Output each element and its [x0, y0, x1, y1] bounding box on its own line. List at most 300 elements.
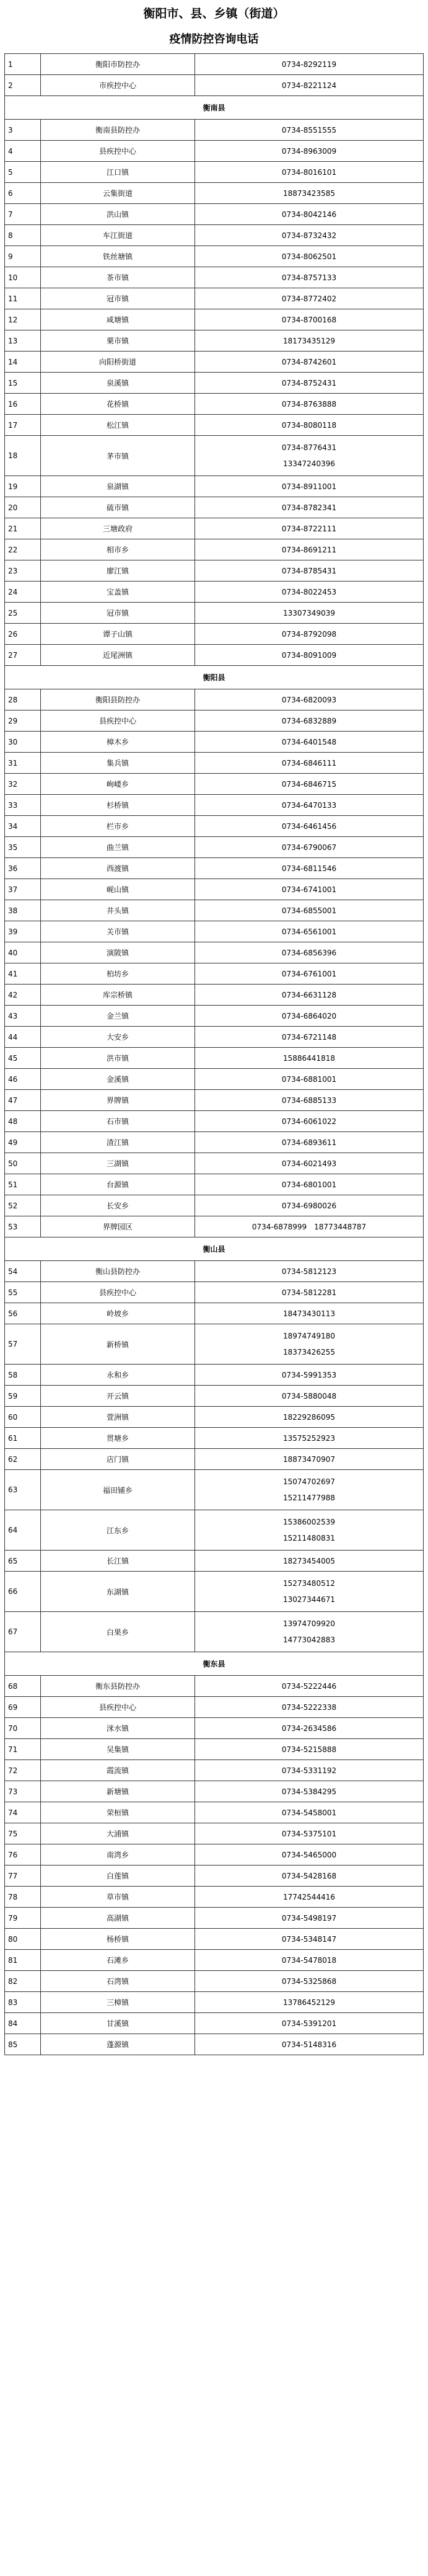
row-number: 11: [5, 288, 41, 309]
phone-number: 0734-6561001: [281, 927, 337, 936]
table-row: [5, 373, 424, 394]
row-number: 10: [5, 267, 41, 288]
phone-number: 0734-6881001: [281, 1074, 337, 1084]
table-row: [5, 1449, 424, 1470]
phone-number: 0734-6893611: [281, 1138, 337, 1147]
phone-cell: [195, 1006, 424, 1027]
phone-number: 0734-6790067: [281, 843, 337, 852]
phone-number: 0734-8776431: [281, 443, 337, 452]
row-number: 81: [5, 1950, 41, 1971]
phone-cell: [195, 1612, 424, 1652]
phone-number: 0734-6878999 18773448787: [251, 1222, 367, 1231]
unit-name: 白莲镇: [41, 1866, 195, 1887]
table-row: [5, 1174, 424, 1195]
table-row: [5, 1950, 424, 1971]
phone-cell: [195, 162, 424, 183]
table-row: [5, 921, 424, 942]
table-row: [5, 645, 424, 666]
phone-number: 13307349039: [283, 608, 335, 617]
phone-cell: [195, 710, 424, 732]
phone-cell: [195, 1718, 424, 1739]
phone-number: 13027344671: [283, 1595, 335, 1604]
table-row: [5, 1407, 424, 1428]
unit-name: 衡南县防控办: [41, 120, 195, 141]
phone-number: 0734-8292119: [281, 60, 337, 69]
row-number: 47: [5, 1090, 41, 1111]
row-number: 53: [5, 1216, 41, 1237]
row-number: 7: [5, 204, 41, 225]
phone-number: 0734-5812123: [281, 1267, 337, 1276]
phone-cell: [195, 1111, 424, 1132]
unit-name: 新桥镇: [41, 1324, 195, 1365]
table-row: [5, 1866, 424, 1887]
phone-number: 0734-6856396: [281, 948, 337, 957]
phone-number: 0734-8742601: [281, 357, 337, 366]
phone-number: 0734-5391201: [281, 2019, 337, 2028]
row-number: 63: [5, 1470, 41, 1510]
unit-name: 大浦镇: [41, 1823, 195, 1844]
phone-cell: [195, 246, 424, 267]
unit-name: 柏坊乡: [41, 963, 195, 985]
phone-number: 17742544416: [283, 1892, 335, 1901]
row-number: 82: [5, 1971, 41, 1992]
row-number: 27: [5, 645, 41, 666]
phone-cell: [195, 373, 424, 394]
table-row: [5, 476, 424, 497]
phone-number: 0734-8080118: [281, 420, 337, 430]
phone-number: 0734-5478018: [281, 1955, 337, 1965]
table-row: [5, 204, 424, 225]
unit-name: 江口镇: [41, 162, 195, 183]
table-row: [5, 1697, 424, 1718]
phone-cell: [195, 141, 424, 162]
row-number: 45: [5, 1048, 41, 1069]
phone-cell: [195, 394, 424, 415]
table-row: [5, 394, 424, 415]
phone-cell: [195, 1132, 424, 1153]
table-row: [5, 120, 424, 141]
table-row: [5, 837, 424, 858]
phone-number: 0734-5880048: [281, 1391, 337, 1401]
phone-number: 0734-8792098: [281, 629, 337, 639]
table-row: [5, 1324, 424, 1365]
row-number: 85: [5, 2034, 41, 2055]
phone-number: 0734-5222446: [281, 1681, 337, 1691]
table-row: [5, 1887, 424, 1908]
table-row: [5, 582, 424, 603]
phone-number: 0734-6801001: [281, 1180, 337, 1189]
row-number: 42: [5, 985, 41, 1006]
table-row: [5, 1282, 424, 1303]
row-number: 75: [5, 1823, 41, 1844]
unit-name: 长江镇: [41, 1551, 195, 1572]
table-row: [5, 1908, 424, 1929]
unit-name: 东湖镇: [41, 1572, 195, 1612]
row-number: 80: [5, 1929, 41, 1950]
unit-name: 杨桥镇: [41, 1929, 195, 1950]
phone-number: 0734-6461456: [281, 821, 337, 831]
phone-number: 0734-5331192: [281, 1766, 337, 1775]
phone-cell: [195, 1781, 424, 1802]
phone-cell: [195, 816, 424, 837]
phone-cell: [195, 963, 424, 985]
phone-cell: [195, 1992, 424, 2013]
phone-cell: [195, 1090, 424, 1111]
table-row: [5, 267, 424, 288]
county-section-label: 衡东县: [5, 1652, 424, 1676]
phone-cell: [195, 225, 424, 246]
hotline-table-body: [5, 54, 424, 2055]
table-row: [5, 795, 424, 816]
phone-cell: [195, 1844, 424, 1866]
unit-name: 新塘镇: [41, 1781, 195, 1802]
phone-cell: [195, 1449, 424, 1470]
phone-cell: [195, 624, 424, 645]
phone-number: 0734-6980026: [281, 1201, 337, 1210]
table-row: [5, 879, 424, 900]
table-row: [5, 309, 424, 330]
unit-name: 界牌镇: [41, 1090, 195, 1111]
unit-name: 台源镇: [41, 1174, 195, 1195]
table-row: [5, 1303, 424, 1324]
table-row: [5, 1823, 424, 1844]
unit-name: 蓬源镇: [41, 2034, 195, 2055]
unit-name: 吴集镇: [41, 1739, 195, 1760]
table-row: [5, 1048, 424, 1069]
row-number: 59: [5, 1386, 41, 1407]
row-number: 72: [5, 1760, 41, 1781]
phone-cell: [195, 1303, 424, 1324]
phone-cell: [195, 900, 424, 921]
row-number: 6: [5, 183, 41, 204]
phone-cell: [195, 1174, 424, 1195]
phone-cell: [195, 1428, 424, 1449]
phone-number: 0734-8221124: [281, 81, 337, 90]
unit-name: 衡山县防控办: [41, 1261, 195, 1282]
phone-cell: [195, 753, 424, 774]
phone-cell: [195, 603, 424, 624]
document-subtitle: 疫情防控咨询电话: [169, 33, 259, 46]
phone-number: 0734-5222338: [281, 1702, 337, 1712]
table-row: [5, 1428, 424, 1449]
unit-name: 洪市镇: [41, 1048, 195, 1069]
table-row: [5, 1760, 424, 1781]
table-row: [5, 2013, 424, 2034]
phone-cell: [195, 1261, 424, 1282]
row-number: 9: [5, 246, 41, 267]
table-row: [5, 1111, 424, 1132]
phone-number: 0734-6855001: [281, 906, 337, 915]
phone-cell: [195, 1866, 424, 1887]
phone-number: 0734-5348147: [281, 1934, 337, 1944]
row-number: 31: [5, 753, 41, 774]
row-number: 55: [5, 1282, 41, 1303]
unit-name: 白果乡: [41, 1612, 195, 1652]
unit-name: 松江镇: [41, 415, 195, 436]
unit-name: 大安乡: [41, 1027, 195, 1048]
unit-name: 岣嵝乡: [41, 774, 195, 795]
county-section-label: 衡山县: [5, 1237, 424, 1261]
phone-number: 0734-5325868: [281, 1976, 337, 1986]
phone-number: 0734-8785431: [281, 566, 337, 575]
unit-name: 霞流镇: [41, 1760, 195, 1781]
phone-number: 0734-6811546: [281, 864, 337, 873]
phone-number: 0734-5812281: [281, 1288, 337, 1297]
unit-name: 关市镇: [41, 921, 195, 942]
phone-cell: [195, 497, 424, 518]
row-number: 73: [5, 1781, 41, 1802]
row-number: 8: [5, 225, 41, 246]
table-row: [5, 246, 424, 267]
phone-number: 14773042883: [283, 1635, 335, 1644]
unit-name: 车江街道: [41, 225, 195, 246]
phone-number: 18974749180: [283, 1332, 335, 1340]
phone-cell: [195, 1971, 424, 1992]
phone-number: 0734-8722111: [281, 524, 337, 533]
row-number: 84: [5, 2013, 41, 2034]
unit-name: 高湖镇: [41, 1908, 195, 1929]
unit-name: 谭子山镇: [41, 624, 195, 645]
unit-name: 泉湖镇: [41, 476, 195, 497]
table-row: [5, 1195, 424, 1216]
row-number: 39: [5, 921, 41, 942]
phone-cell: [195, 1510, 424, 1551]
phone-number: 0734-2634586: [281, 1724, 337, 1733]
unit-name: 市疾控中心: [41, 75, 195, 96]
row-number: 44: [5, 1027, 41, 1048]
row-number: 13: [5, 330, 41, 352]
phone-cell: [195, 1739, 424, 1760]
table-row: [5, 753, 424, 774]
unit-name: 岭坡乡: [41, 1303, 195, 1324]
phone-cell: [195, 1572, 424, 1612]
row-number: 36: [5, 858, 41, 879]
phone-number: 0734-8022453: [281, 587, 337, 596]
phone-cell: [195, 1216, 424, 1237]
phone-cell: [195, 1802, 424, 1823]
unit-name: 栏市乡: [41, 816, 195, 837]
table-row: [5, 1470, 424, 1510]
row-number: 28: [5, 689, 41, 710]
phone-number: 0734-6631128: [281, 990, 337, 999]
phone-cell: [195, 1551, 424, 1572]
table-row: [5, 415, 424, 436]
row-number: 66: [5, 1572, 41, 1612]
row-number: 67: [5, 1612, 41, 1652]
unit-name: 石湾镇: [41, 1971, 195, 1992]
unit-name: 衡阳市防控办: [41, 54, 195, 75]
phone-number: 0734-6846111: [281, 758, 337, 768]
row-number: 83: [5, 1992, 41, 2013]
row-number: 49: [5, 1132, 41, 1153]
table-row: [5, 689, 424, 710]
phone-number: 18229286095: [283, 1412, 335, 1422]
phone-number: 0734-8763888: [281, 399, 337, 409]
county-section-row: [5, 1652, 424, 1676]
phone-number: 13575252923: [283, 1433, 335, 1443]
phone-cell: [195, 774, 424, 795]
row-number: 68: [5, 1676, 41, 1697]
row-number: 77: [5, 1866, 41, 1887]
table-row: [5, 141, 424, 162]
row-number: 54: [5, 1261, 41, 1282]
row-number: 37: [5, 879, 41, 900]
phone-cell: [195, 1407, 424, 1428]
table-row: [5, 1781, 424, 1802]
table-row: [5, 352, 424, 373]
unit-name: 硫市镇: [41, 497, 195, 518]
phone-number: 0734-6021493: [281, 1159, 337, 1168]
phone-cell: [195, 645, 424, 666]
table-row: [5, 162, 424, 183]
phone-cell: [195, 985, 424, 1006]
phone-cell: [195, 1760, 424, 1781]
table-row: [5, 710, 424, 732]
row-number: 20: [5, 497, 41, 518]
unit-name: 三塘政府: [41, 518, 195, 539]
row-number: 3: [5, 120, 41, 141]
table-row: [5, 1090, 424, 1111]
phone-cell: [195, 795, 424, 816]
unit-name: 县疾控中心: [41, 1697, 195, 1718]
row-number: 33: [5, 795, 41, 816]
phone-cell: [195, 518, 424, 539]
phone-cell: [195, 1676, 424, 1697]
row-number: 18: [5, 436, 41, 476]
unit-name: 开云镇: [41, 1386, 195, 1407]
table-row: [5, 858, 424, 879]
unit-name: 井头镇: [41, 900, 195, 921]
table-row: [5, 1153, 424, 1174]
table-row: [5, 183, 424, 204]
row-number: 43: [5, 1006, 41, 1027]
phone-number: 0734-8772402: [281, 294, 337, 303]
county-section-row: [5, 1237, 424, 1261]
table-row: [5, 1718, 424, 1739]
row-number: 65: [5, 1551, 41, 1572]
phone-number: 0734-8691211: [281, 545, 337, 554]
row-number: 61: [5, 1428, 41, 1449]
table-row: [5, 1844, 424, 1866]
phone-cell: [195, 1950, 424, 1971]
phone-number: 15386002539: [283, 1518, 335, 1526]
phone-number: 0734-8732432: [281, 231, 337, 240]
phone-number: 18373426255: [283, 1348, 335, 1357]
phone-number: 0734-5148316: [281, 2040, 337, 2049]
phone-number: 15074702697: [283, 1477, 335, 1486]
phone-number: 13974709920: [283, 1619, 335, 1628]
phone-cell: [195, 309, 424, 330]
unit-name: 草市镇: [41, 1887, 195, 1908]
row-number: 1: [5, 54, 41, 75]
phone-cell: [195, 183, 424, 204]
row-number: 19: [5, 476, 41, 497]
unit-name: 茅市镇: [41, 436, 195, 476]
row-number: 78: [5, 1887, 41, 1908]
unit-name: 甘溪镇: [41, 2013, 195, 2034]
phone-number: 18173435129: [283, 336, 335, 345]
phone-cell: [195, 1027, 424, 1048]
phone-number: 0734-8091009: [281, 650, 337, 660]
phone-cell: [195, 921, 424, 942]
phone-cell: [195, 75, 424, 96]
row-number: 12: [5, 309, 41, 330]
table-row: [5, 732, 424, 753]
unit-name: 茶市镇: [41, 267, 195, 288]
table-row: [5, 1551, 424, 1572]
unit-name: 县疾控中心: [41, 710, 195, 732]
phone-cell: [195, 1048, 424, 1069]
row-number: 74: [5, 1802, 41, 1823]
unit-name: 樟木乡: [41, 732, 195, 753]
row-number: 38: [5, 900, 41, 921]
phone-cell: [195, 204, 424, 225]
table-row: [5, 497, 424, 518]
phone-number: 0734-8062501: [281, 252, 337, 261]
unit-name: 向阳桥街道: [41, 352, 195, 373]
unit-name: 金溪镇: [41, 1069, 195, 1090]
unit-name: 近尾洲镇: [41, 645, 195, 666]
unit-name: 西渡镇: [41, 858, 195, 879]
table-row: [5, 54, 424, 75]
phone-number: 0734-8752431: [281, 378, 337, 387]
table-row: [5, 942, 424, 963]
table-row: [5, 75, 424, 96]
phone-number: 0734-8016101: [281, 167, 337, 177]
phone-number: 0734-8963009: [281, 146, 337, 156]
row-number: 48: [5, 1111, 41, 1132]
unit-name: 渣江镇: [41, 1132, 195, 1153]
table-row: [5, 1802, 424, 1823]
phone-number: 0734-5375101: [281, 1829, 337, 1838]
phone-number: 0734-8042146: [281, 210, 337, 219]
row-number: 51: [5, 1174, 41, 1195]
row-number: 56: [5, 1303, 41, 1324]
row-number: 76: [5, 1844, 41, 1866]
unit-name: 库宗桥镇: [41, 985, 195, 1006]
phone-cell: [195, 879, 424, 900]
unit-name: 演陂镇: [41, 942, 195, 963]
unit-name: 界牌园区: [41, 1216, 195, 1237]
table-row: [5, 963, 424, 985]
unit-name: 集兵镇: [41, 753, 195, 774]
table-row: [5, 1572, 424, 1612]
phone-number: 0734-8911001: [281, 482, 337, 491]
phone-cell: [195, 732, 424, 753]
row-number: 41: [5, 963, 41, 985]
phone-cell: [195, 942, 424, 963]
unit-name: 冠市镇: [41, 603, 195, 624]
phone-cell: [195, 689, 424, 710]
unit-name: 店门镇: [41, 1449, 195, 1470]
phone-cell: [195, 476, 424, 497]
phone-number: 0734-5215888: [281, 1745, 337, 1754]
phone-cell: [195, 1929, 424, 1950]
row-number: 34: [5, 816, 41, 837]
phone-cell: [195, 330, 424, 352]
row-number: 32: [5, 774, 41, 795]
table-row: [5, 1929, 424, 1950]
phone-number: 0734-6820093: [281, 695, 337, 704]
county-section-label: 衡南县: [5, 96, 424, 120]
row-number: 64: [5, 1510, 41, 1551]
phone-number: 0734-6721148: [281, 1032, 337, 1042]
row-number: 50: [5, 1153, 41, 1174]
unit-name: 衡阳县防控办: [41, 689, 195, 710]
table-row: [5, 2034, 424, 2055]
unit-name: 永和乡: [41, 1365, 195, 1386]
phone-number: 18873470907: [283, 1454, 335, 1464]
